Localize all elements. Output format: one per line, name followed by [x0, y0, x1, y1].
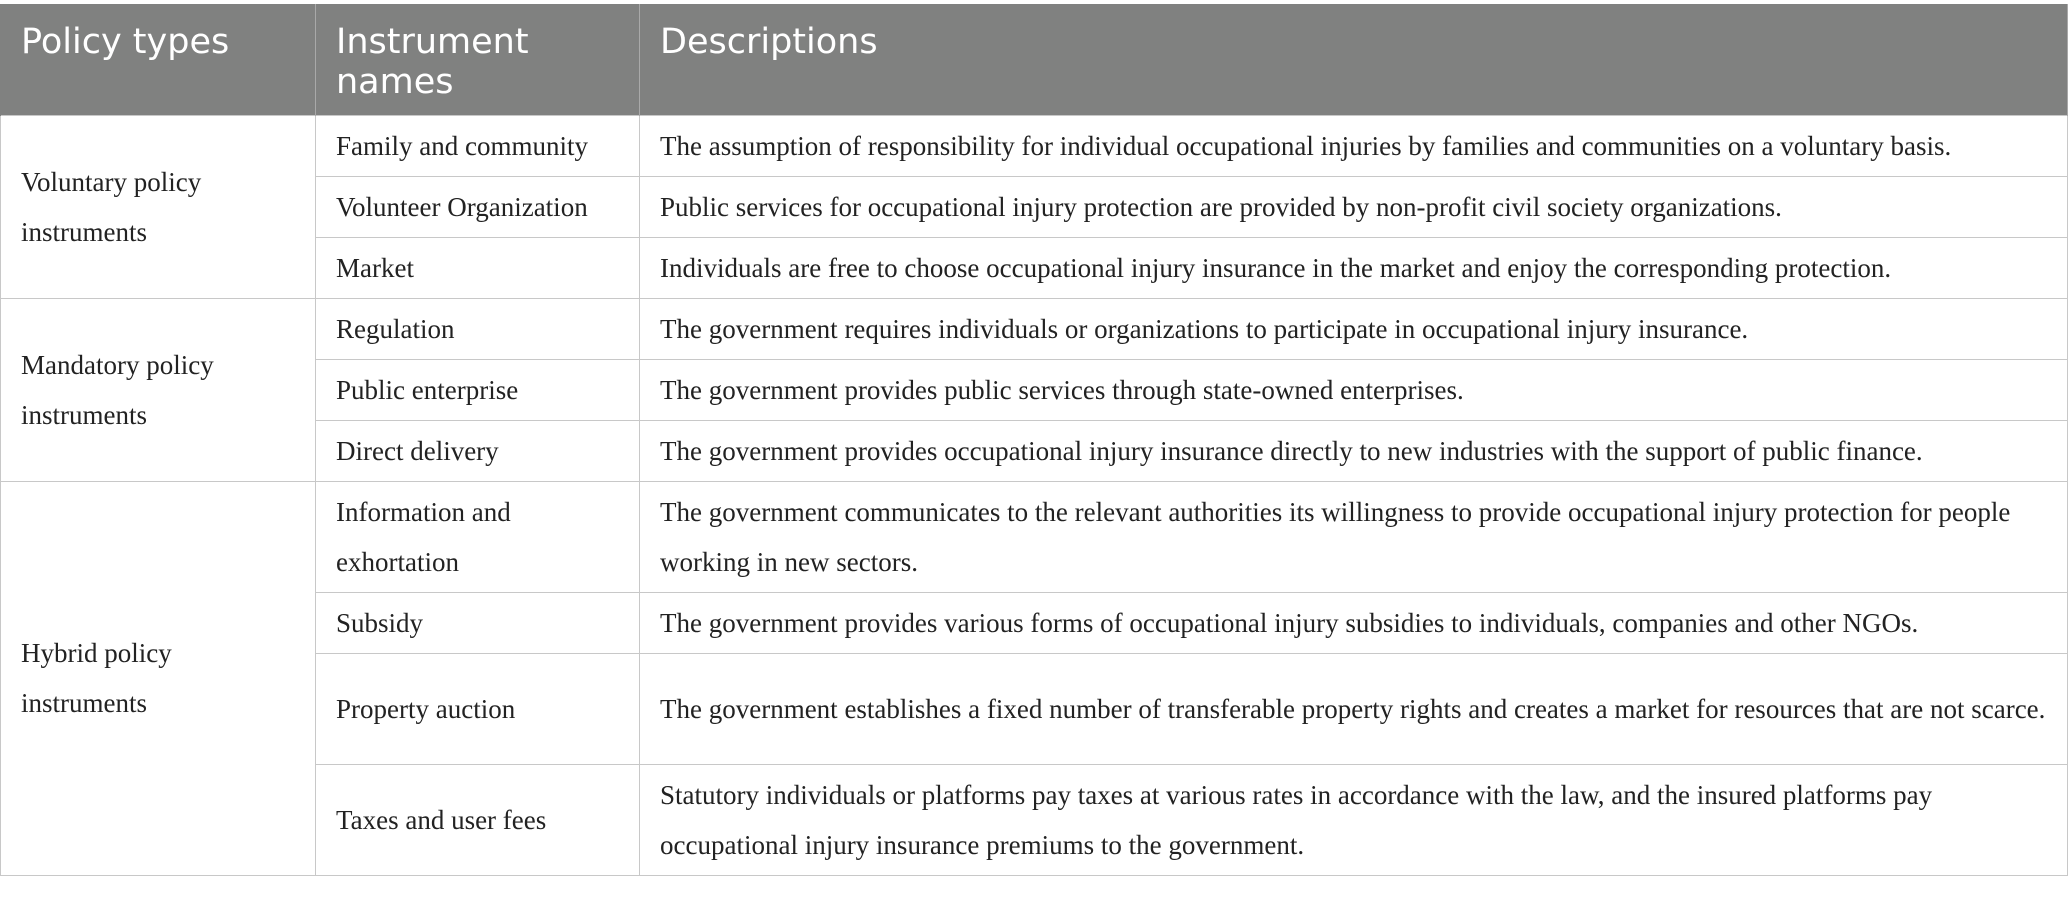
- policy-type-cell: Mandatory policy instruments: [1, 298, 316, 481]
- table-header-row: [1, 4, 2068, 115]
- description-cell: The government provides occupational injury insurance directly to new industries with the support of public finance.: [640, 420, 2068, 481]
- instrument-cell: Volunteer Organization: [316, 176, 640, 237]
- description-cell: The government provides various forms of occupational injury subsidies to individuals, companies and other NGOs.: [640, 592, 2068, 653]
- instrument-cell: Direct delivery: [316, 420, 640, 481]
- description-cell: The assumption of responsibility for individual occupational injuries by families and communities on a voluntary basis.: [640, 115, 2068, 176]
- description-cell: Individuals are free to choose occupational injury insurance in the market and enjoy the corresponding protection.: [640, 237, 2068, 298]
- instrument-cell: Regulation: [316, 298, 640, 359]
- table-row: [1, 481, 2068, 592]
- instrument-cell: Family and community: [316, 115, 640, 176]
- description-cell: Statutory individuals or platforms pay taxes at various rates in accordance with the law, and the insured platforms pay occupational injury insurance premiums to the government.: [640, 764, 2068, 875]
- table-row: [1, 115, 2068, 176]
- instrument-cell: Information and exhortation: [316, 481, 640, 592]
- policy-type-cell: Voluntary policy instruments: [1, 115, 316, 298]
- header-descriptions: Descriptions: [640, 4, 2068, 115]
- description-cell: The government communicates to the relevant authorities its willingness to provide occupational injury protection for people working in new sectors.: [640, 481, 2068, 592]
- policy-type-cell: Hybrid policy instruments: [1, 481, 316, 875]
- description-cell: The government requires individuals or organizations to participate in occupational injury insurance.: [640, 298, 2068, 359]
- instrument-cell: Taxes and user fees: [316, 764, 640, 875]
- instrument-cell: Subsidy: [316, 592, 640, 653]
- policy-instruments-table: [0, 4, 2068, 876]
- description-cell: Public services for occupational injury protection are provided by non-profit civil society organizations.: [640, 176, 2068, 237]
- instrument-cell: Market: [316, 237, 640, 298]
- header-policy-types: Policy types: [1, 4, 316, 115]
- description-cell: The government provides public services through state-owned enterprises.: [640, 359, 2068, 420]
- header-instrument-names: Instrument names: [316, 4, 640, 115]
- description-cell: The government establishes a fixed number of transferable property rights and creates a market for resources that are not scarce.: [640, 653, 2068, 764]
- instrument-cell: Property auction: [316, 653, 640, 764]
- table-row: [1, 298, 2068, 359]
- instrument-cell: Public enterprise: [316, 359, 640, 420]
